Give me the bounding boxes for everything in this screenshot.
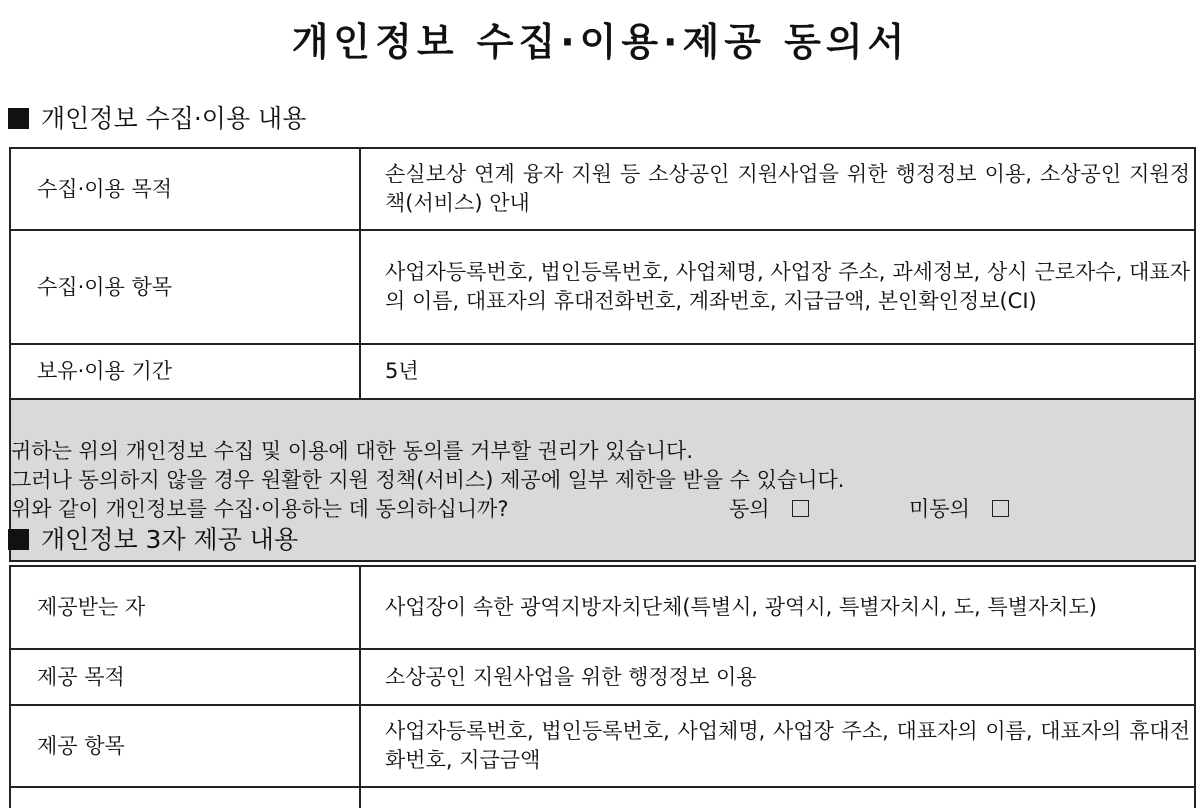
section-heading-collection bbox=[8, 102, 306, 136]
row-label: 수집·이용 항목 bbox=[10, 230, 360, 344]
row-value: 5년 bbox=[360, 344, 1195, 399]
disagree-checkbox[interactable] bbox=[992, 500, 1009, 517]
row-label: 제공받는 자 bbox=[10, 566, 360, 649]
row-value-empty bbox=[360, 787, 1195, 808]
row-value: 소상공인 지원사업을 위한 행정정보 이용 bbox=[360, 649, 1195, 705]
collection-table bbox=[9, 147, 1196, 562]
square-bullet-icon bbox=[8, 529, 29, 550]
table-row bbox=[10, 705, 1195, 787]
consent-question-line bbox=[11, 495, 1194, 524]
row-value: 사업장이 속한 광역지방자치단체(특별시, 광역시, 특별자치시, 도, 특별자치도) bbox=[360, 566, 1195, 649]
table-row bbox=[10, 148, 1195, 230]
notice-line-2: 그러나 동의하지 않을 경우 원활한 지원 정책(서비스) 제공에 일부 제한을 받을 수 있습니다. bbox=[11, 467, 845, 492]
section-heading-text: 개인정보 수집·이용 내용 bbox=[41, 104, 307, 133]
row-value: 사업자등록번호, 법인등록번호, 사업체명, 사업장 주소, 과세정보, 상시 근로자수, 대표자의 이름, 대표자의 휴대전화번호, 계좌번호, 지급금액, 본인확인정보(CI) bbox=[360, 230, 1195, 344]
document-title: 개인정보 수집·이용·제공 동의서 bbox=[291, 20, 910, 64]
row-label-empty bbox=[10, 787, 360, 808]
section-heading-provision bbox=[8, 523, 298, 557]
row-label: 수집·이용 목적 bbox=[10, 148, 360, 230]
disagree-option[interactable] bbox=[909, 495, 1009, 524]
notice-line-1: 귀하는 위의 개인정보 수집 및 이용에 대한 동의를 거부할 권리가 있습니다. bbox=[11, 438, 694, 463]
disagree-label: 미동의 bbox=[909, 496, 970, 521]
table-row bbox=[10, 566, 1195, 649]
agree-checkbox[interactable] bbox=[792, 500, 809, 517]
consent-question: 위와 같이 개인정보를 수집·이용하는 데 동의하십니까? bbox=[11, 496, 509, 521]
provision-table bbox=[9, 565, 1196, 808]
row-value: 사업자등록번호, 법인등록번호, 사업체명, 사업장 주소, 대표자의 이름, 대표자의 휴대전화번호, 지급금액 bbox=[360, 705, 1195, 787]
square-bullet-icon bbox=[8, 108, 29, 129]
row-label: 제공 목적 bbox=[10, 649, 360, 705]
table-row-partial bbox=[10, 787, 1195, 808]
agree-label: 동의 bbox=[729, 496, 770, 521]
row-value: 손실보상 연계 융자 지원 등 소상공인 지원사업을 위한 행정정보 이용, 소상공인 지원정책(서비스) 안내 bbox=[360, 148, 1195, 230]
table-row bbox=[10, 230, 1195, 344]
row-label: 제공 항목 bbox=[10, 705, 360, 787]
table-row bbox=[10, 649, 1195, 705]
row-label: 보유·이용 기간 bbox=[10, 344, 360, 399]
section-heading-text: 개인정보 3자 제공 내용 bbox=[41, 525, 299, 554]
table-row bbox=[10, 344, 1195, 399]
agree-option[interactable] bbox=[729, 495, 909, 524]
